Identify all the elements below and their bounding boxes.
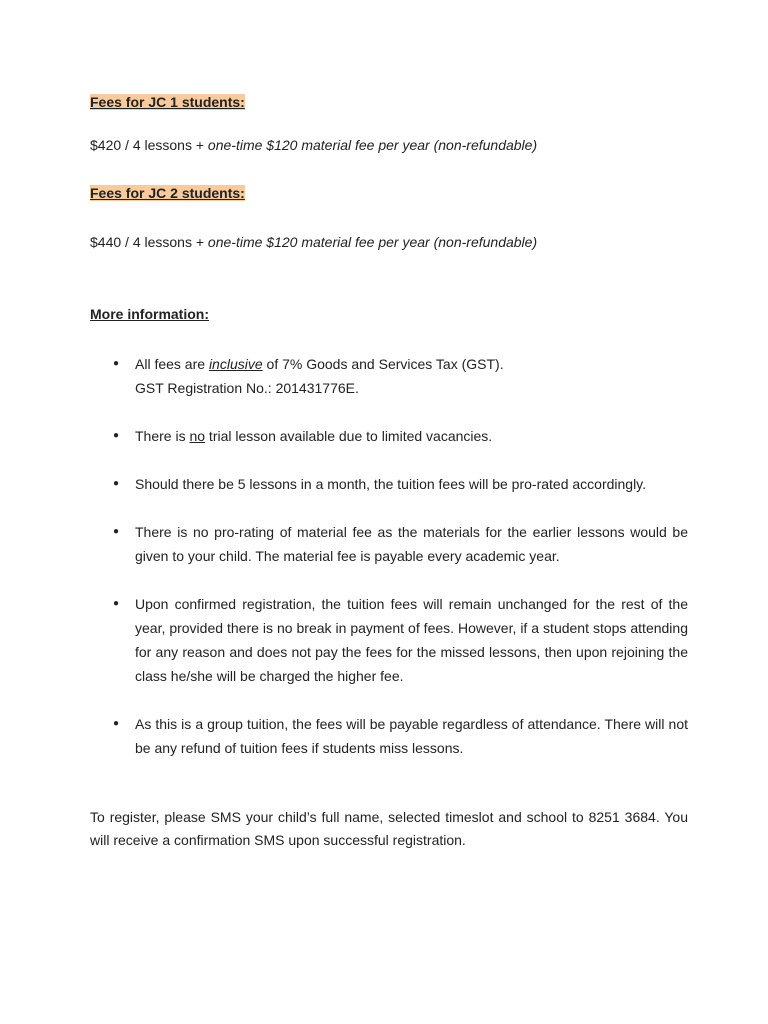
bullet-trial: ● There is no trial lesson available due to limited vacancies. xyxy=(90,424,688,448)
gst-registration-number: GST Registration No.: 201431776E. xyxy=(135,380,359,396)
jc1-fees-heading xyxy=(90,93,245,111)
bullet-material-fee: ● There is no pro-rating of material fee as the materials for the earlier lessons would be given to your child. The material fee is payable every academic year. xyxy=(90,520,688,568)
bullet-registration: ● Upon confirmed registration, the tuition fees will remain unchanged for the rest of the year, provided there is no break in payment of fees. However, if a student stops attending for any reason and does not pay the fees for the missed lessons, then upon rejoining the class he/she will be charged the higher fee. xyxy=(90,592,688,688)
jc1-material-fee: one-time $120 material fee per year (non-refundable) xyxy=(207,137,538,153)
jc1-fees-line xyxy=(90,136,537,154)
jc2-price: $440 / 4 lessons + xyxy=(90,234,208,250)
no-emphasis: no xyxy=(189,428,206,444)
jc2-fees-line xyxy=(90,233,537,251)
inclusive-emphasis: inclusive xyxy=(208,356,263,372)
bullet-group-tuition: ● As this is a group tuition, the fees will be payable regardless of attendance. There will not be any refund of tuition fees if students miss lessons. xyxy=(90,712,688,760)
jc2-fees-heading-text: Fees for JC 2 students: xyxy=(90,185,245,201)
more-info-heading: More information: xyxy=(90,306,209,322)
bullet-gst: ● All fees are inclusive of 7% Goods and Services Tax (GST). GST Registration No.: 201431776E. xyxy=(90,352,688,400)
jc2-material-fee: one-time $120 material fee per year (non-refundable) xyxy=(207,234,538,250)
bullet-five-lessons: ● Should there be 5 lessons in a month, the tuition fees will be pro-rated accordingly. xyxy=(90,472,688,496)
info-bullet-list xyxy=(90,352,688,760)
registration-instructions: To register, please SMS your child’s full name, selected timeslot and school to 8251 3684. You will receive a confirmation SMS upon successful registration. xyxy=(90,809,688,848)
jc1-price: $420 / 4 lessons + xyxy=(90,137,208,153)
jc1-fees-heading-text: Fees for JC 1 students: xyxy=(90,94,245,110)
jc2-fees-heading xyxy=(90,184,245,202)
